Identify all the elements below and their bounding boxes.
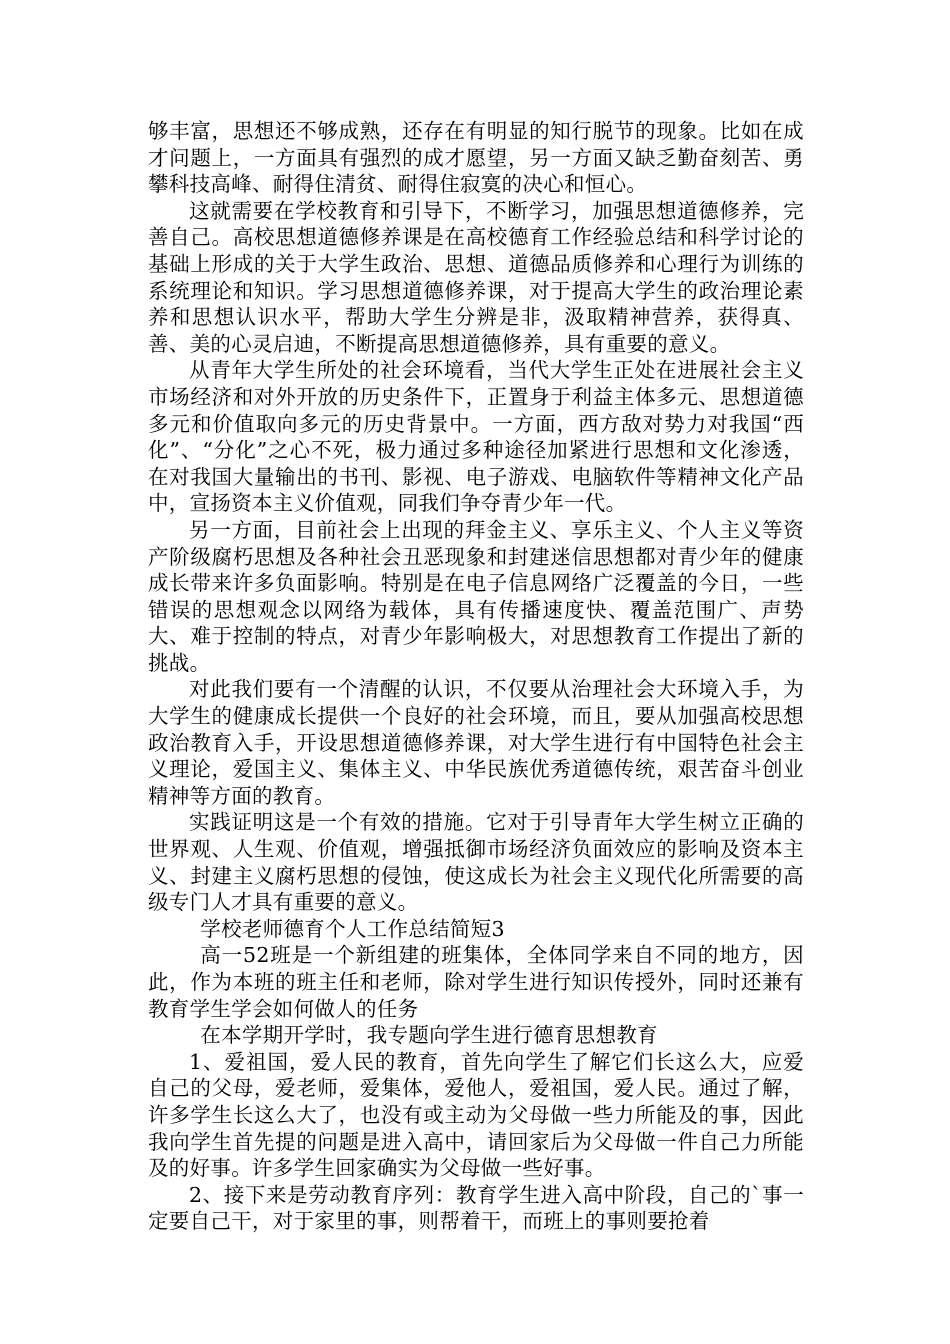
paragraph-2: 这就需要在学校教育和引导下，不断学习，加强思想道德修养，完善自己。高校思想道德修养课是在高校德育工作经验总结和科学讨论的基础上形成的关于大学生政治、思想、道德品质修养和心理行为训练的系统理论和知识。学习思想道德修养课，对于提高大学生的政治理论素养和思想认识水平，帮助大学生分辨是非，汲取精神营养，获得真、善、美的心灵启迪，不断提高思想道德修养，具有重要的意义。: [148, 198, 804, 356]
document-page: [148, 118, 804, 1235]
section-heading: 学校老师德育个人工作总结简短3: [200, 916, 505, 941]
paragraph-5: 对此我们要有一个清醒的认识，不仅要从治理社会大环境入手，为大学生的健康成长提供一个良好的社会环境，而且，要从加强高校思想政治教育入手，开设思想道德修养课，对大学生进行有中国特色社会主义理论，爱国主义、集体主义、中华民族优秀道德传统，艰苦奋斗创业精神等方面的教育。: [148, 677, 804, 808]
paragraph-4: 另一方面，目前社会上出现的拜金主义、享乐主义、个人主义等资产阶级腐朽思想及各种社会丑恶现象和封建迷信思想都对青少年的健康成长带来许多负面影响。特别是在电子信息网络广泛覆盖的今日，一些错误的思想观念以网络为载体，具有传播速度快、覆盖范围广、声势大、难于控制的特点，对青少年影响极大，对思想教育工作提出了新的挑战。: [148, 517, 804, 675]
paragraph-1: 够丰富，思想还不够成熟，还存在有明显的知行脱节的现象。比如在成才问题上，一方面具有强烈的成才愿望，另一方面又缺乏勤奋刻苦、勇攀科技高峰、耐得住清贫、耐得住寂寞的决心和恒心。: [148, 119, 804, 197]
list-item-1: 1、爱祖国，爱人民的教育，首先向学生了解它们长这么大，应爱自己的父母，爱老师，爱集体，爱他人，爱祖国，爱人民。通过了解，许多学生长这么大了，也没有或主动为父母做一些力所能及的事，因此我向学生首先提的问题是进入高中，请回家后为父母做一件自己力所能及的好事。许多学生回家确实为父母做一些好事。: [148, 1049, 804, 1181]
paragraph-3: 从青年大学生所处的社会环境看，当代大学生正处在进展社会主义市场经济和对外开放的历史条件下，正置身于利益主体多元、思想道德多元和价值取向多元的历史背景中。一方面，西方敌对势力对我国“西化”、“分化”之心不死，极力通过多种途径加紧进行思想和文化渗透，在对我国大量输出的书刊、影视、电子游戏、电脑软件等精神文化产品中，宣扬资本主义价值观，同我们争夺青少年一代。: [148, 358, 804, 516]
paragraph-8: 高一52班是一个新组建的班集体，全体同学来自不同的地方，因此，作为本班的班主任和老师，除对学生进行知识传授外，同时还兼有教育学生学会如何做人的任务: [148, 943, 804, 1021]
paragraph-9: 在本学期开学时，我专题向学生进行德育思想教育: [200, 1023, 658, 1048]
paragraph-6: 实践证明这是一个有效的措施。它对于引导青年大学生树立正确的世界观、人生观、价值观，增强抵御市场经济负面效应的影响及资本主义、封建主义腐朽思想的侵蚀，使这成长为社会主义现代化所需要的高级专门人才具有重要的意义。: [148, 810, 804, 915]
list-item-2: 2、接下来是劳动教育序列：教育学生进入高中阶段，自己的`事一定要自己干，对于家里的事，则帮着干，而班上的事则要抢着: [148, 1182, 804, 1234]
